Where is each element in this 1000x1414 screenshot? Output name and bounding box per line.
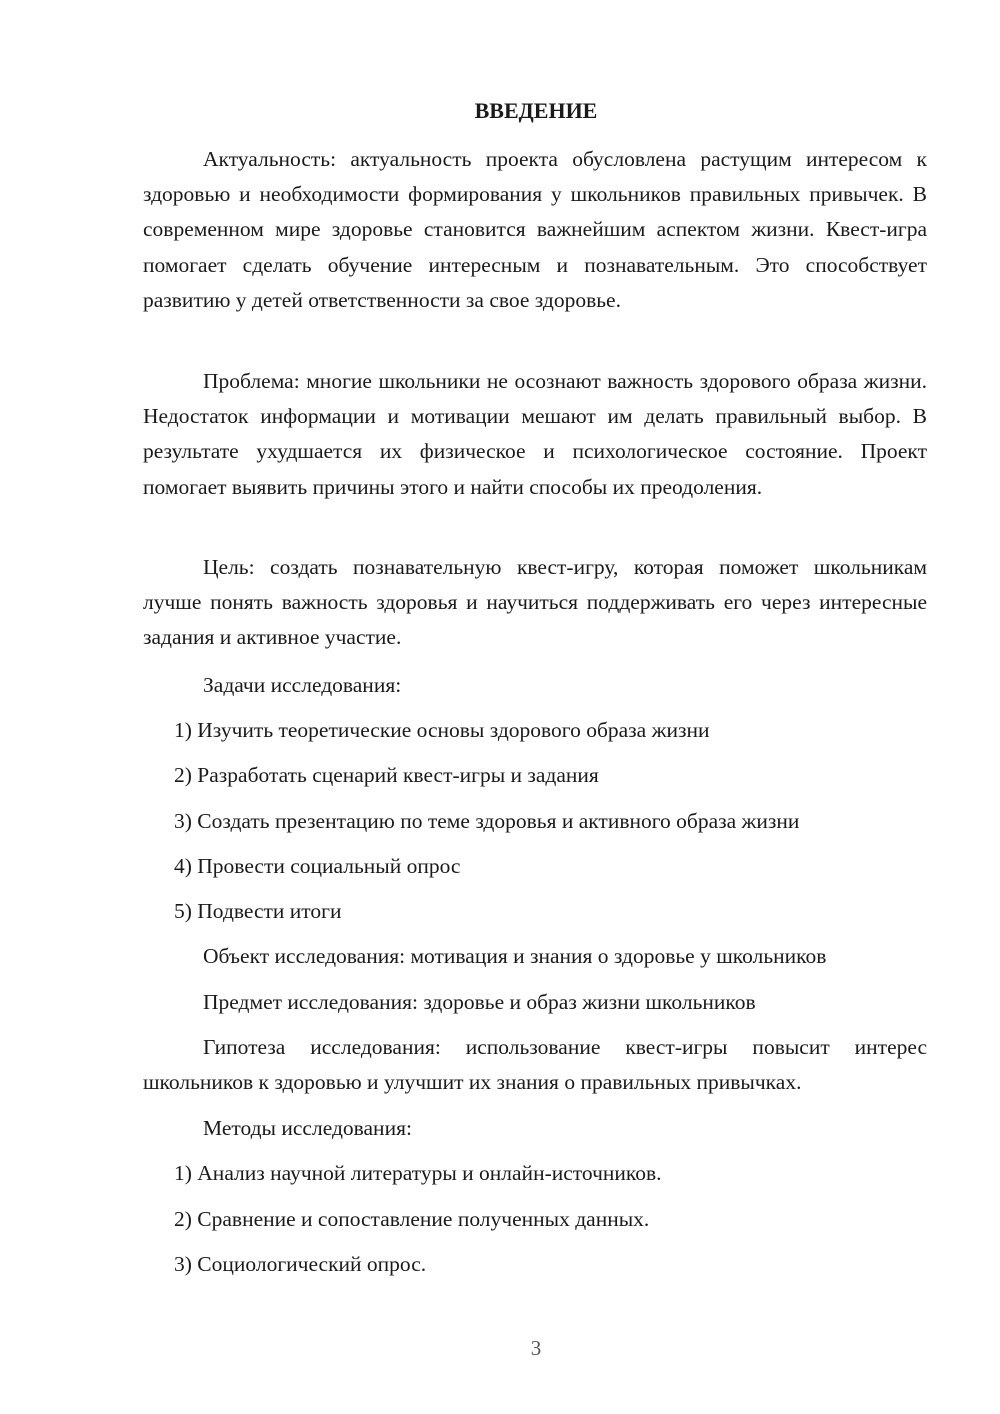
task-item: 2) Разработать сценарий квест-игры и задания: [174, 763, 599, 787]
page-number: 3: [530, 1336, 542, 1360]
method-item: 1) Анализ научной литературы и онлайн-источников.: [174, 1161, 662, 1185]
tasks-title: Задачи исследования:: [203, 673, 402, 697]
relevance-paragraph: Актуальность: актуальность проекта обусловлена растущим интересом к здоровью и необходимости формирования у школьников правильных привычек. В современном мире здоровье становится важнейшим аспектом жизни. Квест-игра помогает сделать обучение интересным и познавательным. Это способствует развитию у детей ответственности за свое здоровье.: [143, 147, 927, 312]
hypothesis-paragraph: Гипотеза исследования: использование квест-игры повысит интерес школьников к здоровью и улучшит их знания о правильных привычках.: [143, 1035, 927, 1095]
section-heading: ВВЕДЕНИЕ: [474, 98, 598, 123]
task-item: 5) Подвести итоги: [174, 899, 342, 923]
method-item: 2) Сравнение и сопоставление полученных данных.: [174, 1207, 650, 1231]
problem-paragraph: Проблема: многие школьники не осознают важность здорового образа жизни. Недостаток информации и мотивации мешают им делать правильный выбор. В результате ухудшается их физическое и психологическое состояние. Проект помогает выявить причины этого и найти способы их преодоления.: [143, 369, 927, 499]
methods-title: Методы исследования:: [203, 1116, 412, 1140]
method-item: 3) Социологический опрос.: [174, 1252, 427, 1276]
task-item: 4) Провести социальный опрос: [174, 854, 461, 878]
subject-line: Предмет исследования: здоровье и образ жизни школьников: [203, 990, 756, 1014]
task-item: 1) Изучить теоретические основы здорового образа жизни: [174, 718, 710, 742]
object-line: Объект исследования: мотивация и знания о здоровье у школьников: [203, 944, 827, 968]
goal-paragraph: Цель: создать познавательную квест-игру, которая поможет школьникам лучше понять важность здоровья и научиться поддерживать его через интересные задания и активное участие.: [143, 555, 927, 650]
task-item: 3) Создать презентацию по теме здоровья и активного образа жизни: [174, 809, 800, 833]
